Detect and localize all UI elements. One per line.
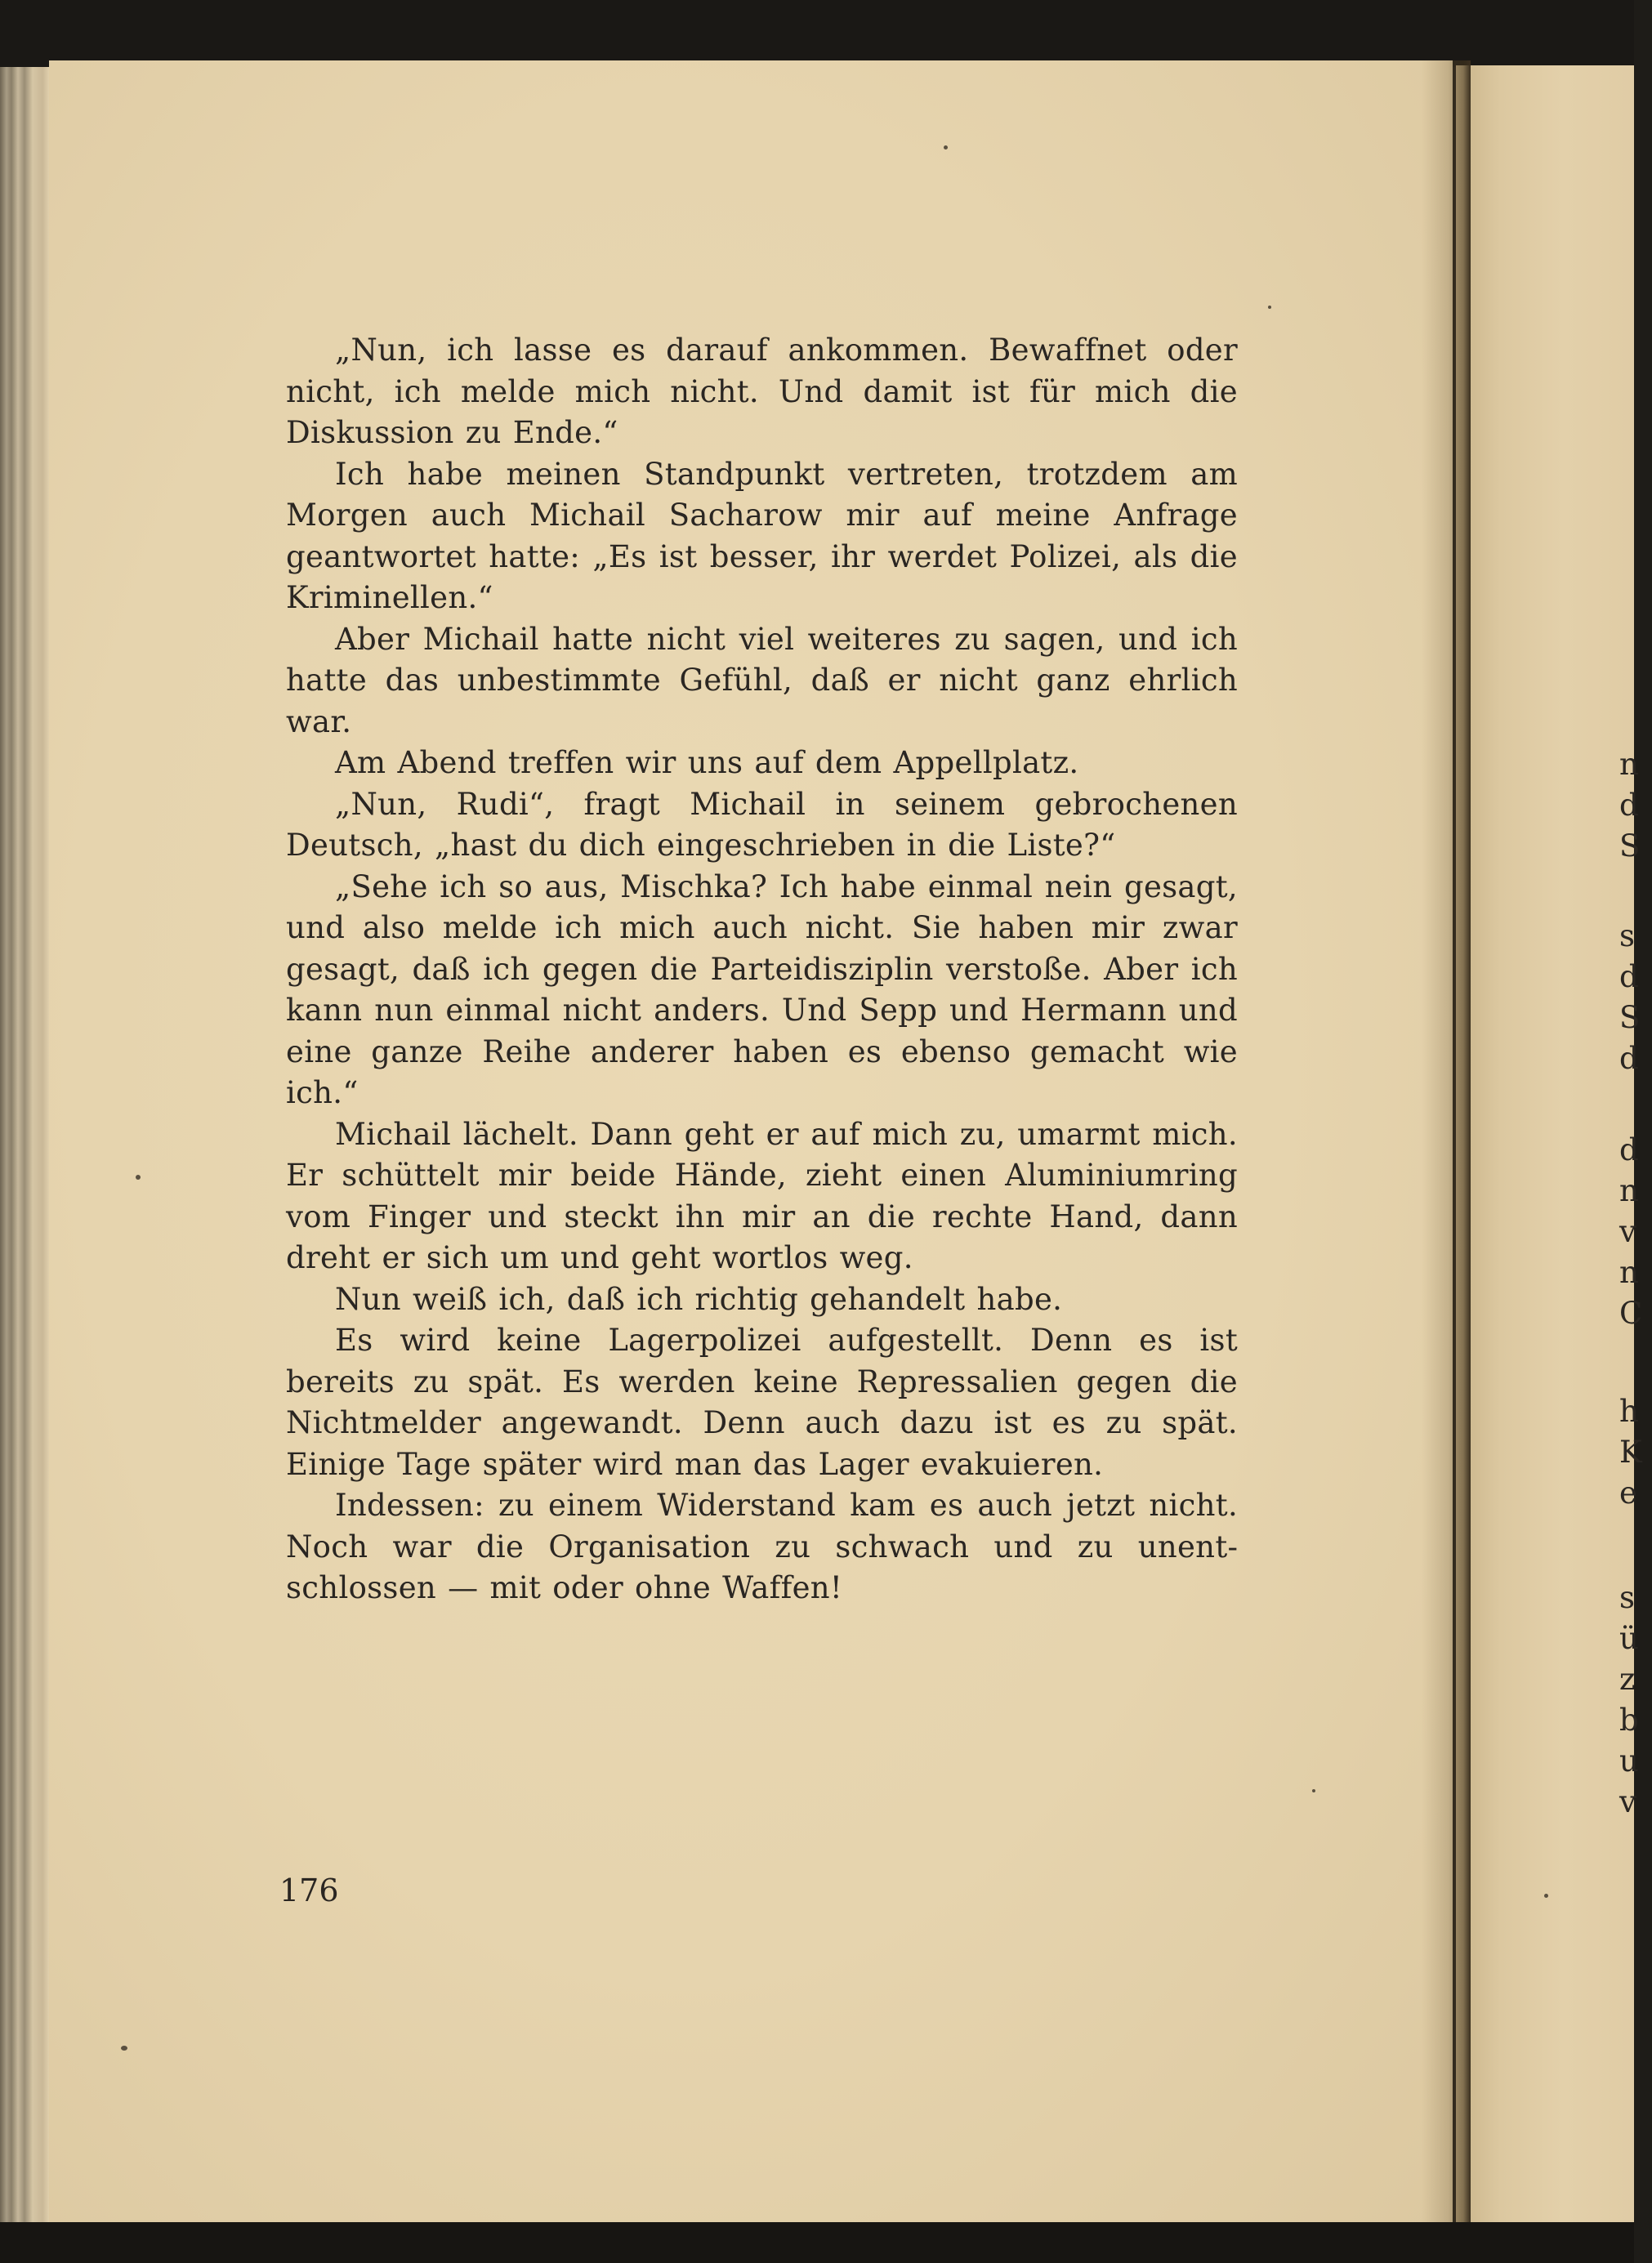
paper-speck	[121, 2046, 127, 2051]
fragment-letter: s	[1619, 918, 1635, 953]
paragraph: Aber Michail hatte nicht viel weiteres zu sagen, und ich hatte das unbestimmte Gefühl, daß er nicht ganz ehrlich war.	[286, 621, 1238, 739]
right-page-sliver	[1456, 65, 1634, 2226]
body-text	[286, 330, 1238, 1609]
paper-speck	[1268, 306, 1271, 309]
scanner-bed-bottom	[0, 2222, 1634, 2263]
paragraph: „Nun, Rudi“, fragt Michail in seinem gebrochenen Deutsch, „hast du dich eingeschrieben in die Liste?“	[286, 786, 1238, 863]
paragraph: „Nun, ich lasse es darauf ankommen. Bewaffnet oder nicht, ich melde mich nicht. Und damit ist für mich die Diskussion zu Ende.“	[286, 333, 1238, 450]
fragment-letter: e	[1619, 1475, 1637, 1511]
paragraph: „Sehe ich so aus, Mischka? Ich habe einmal nein gesagt, und also melde ich mich auch nicht. Sie haben mir zwar gesagt, daß ich gegen die Parteidisziplin verstoße. Aber ich kann nun einmal nicht anders. Und Sepp und Hermann und eine ganze Reihe anderer haben es ebenso gemacht wie ich.“	[286, 868, 1238, 1110]
fragment-letter: u	[1619, 1743, 1639, 1779]
fragment-letter: d	[1619, 1132, 1639, 1167]
paper-speck	[1544, 1894, 1548, 1898]
fragment-letter: n	[1619, 1255, 1639, 1290]
fragment-letter: b	[1619, 1703, 1639, 1738]
fragment-letter: d	[1619, 788, 1639, 823]
fragment-letter: v	[1619, 1784, 1636, 1819]
fragment-letter: n	[1619, 747, 1639, 782]
fragment-letter: v	[1619, 1214, 1636, 1249]
fragment-letter: z	[1619, 1662, 1636, 1697]
paragraph: Indessen: zu einem Widerstand kam es auch jetzt nicht. Noch war die Organisation zu schwach und zu unentschlossen — mit oder ohne Waffen!	[286, 1488, 1238, 1605]
fragment-letter: S	[1619, 1000, 1641, 1035]
scanner-bed-top	[0, 0, 1634, 67]
fragment-letter: ü	[1619, 1621, 1639, 1656]
fragment-letter: n	[1619, 1173, 1639, 1208]
fragment-letter: S	[1619, 828, 1641, 864]
paragraph: Michail lächelt. Dann geht er auf mich zu, umarmt mich. Er schüttelt mir beide Hände, zieht einen Aluminiumring vom Finger und steckt ihn mir an die rechte Hand, dann dreht er sich um und geht wortlos weg.	[286, 1116, 1238, 1275]
fragment-letter: d	[1619, 1041, 1639, 1076]
fragment-letter: K	[1619, 1435, 1642, 1470]
paper-speck	[1312, 1789, 1315, 1792]
fragment-letter: d	[1619, 959, 1639, 994]
paper-speck	[136, 1175, 141, 1180]
page-number: 176	[279, 1872, 339, 1908]
fragment-letter: h	[1619, 1394, 1639, 1429]
fragment-letter: s	[1619, 1580, 1635, 1615]
stacked-page-edges	[0, 67, 49, 2224]
paper-speck	[944, 145, 948, 150]
paragraph: Es wird keine Lagerpolizei aufgestellt. Denn es ist bereits zu spät. Es werden keine Repressalien gegen die Nichtmelder angewandt. Denn auch dazu ist es zu spät. Einige Tage später wird man das Lager evakuieren.	[286, 1323, 1238, 1482]
paragraph: Am Abend treffen wir uns auf dem Appellplatz.	[335, 745, 1079, 780]
paragraph: Nun weiß ich, daß ich richtig gehandelt habe.	[335, 1281, 1063, 1317]
fragment-letter: C	[1619, 1296, 1643, 1331]
facing-page-text-fragments	[1619, 0, 1652, 2263]
book-gutter	[1422, 60, 1471, 2225]
paragraph: Ich habe meinen Standpunkt vertreten, trotzdem am Morgen auch Michail Sacharow mir auf meine Anfrage geantwortet hatte: „Es ist besser, ihr werdet Polizei, als die Kriminellen.“	[286, 456, 1238, 615]
